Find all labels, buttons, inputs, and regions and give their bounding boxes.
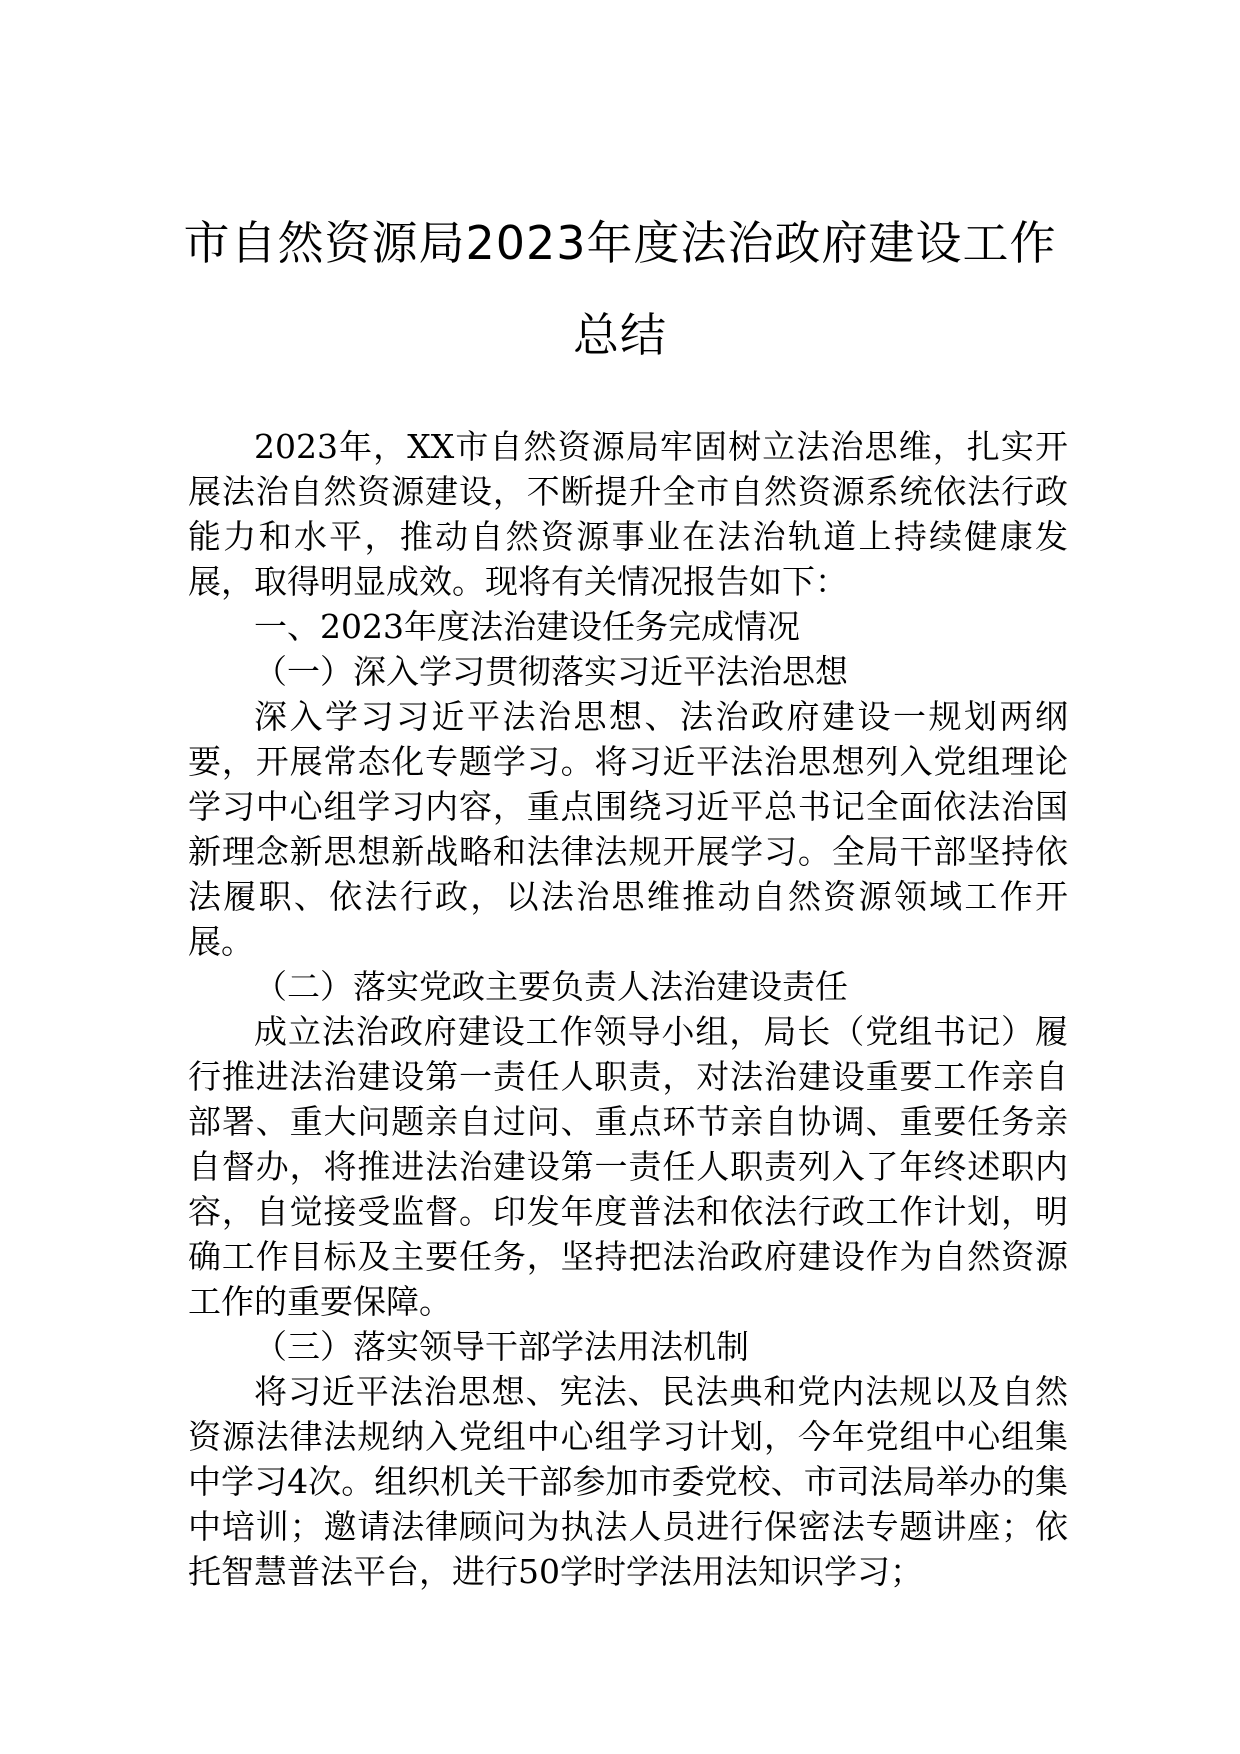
section-heading-1: 一、2023年度法治建设任务完成情况 — [254, 607, 800, 646]
paragraph-intro: 2023年，XX市自然资源局牢固树立法治思维，扎实开展法治自然资源建设，不断提升全市自然资源系统依法行政能力和水平，推动自然资源事业在法治轨道上持续健康发展，取得明显成效。现将有关情况报告如下： — [188, 427, 1068, 601]
document-title-line1: 市自然资源局2023年度法治政府建设工作 — [183, 216, 1057, 270]
document-body — [188, 424, 1068, 1594]
subsection-heading-1: （一）深入学习贯彻落实习近平法治思想 — [254, 652, 848, 691]
subsection-heading-2: （二）落实党政主要负责人法治建设责任 — [254, 967, 848, 1006]
document-title-line2: 总结 — [573, 308, 667, 362]
paragraph-subsection-3: 将习近平法治思想、宪法、民法典和党内法规以及自然资源法律法规纳入党组中心组学习计划，今年党组中心组集中学习4次。组织机关干部参加市委党校、市司法局举办的集中培训；邀请法律顾问为执法人员进行保密法专题讲座；依托智慧普法平台，进行50学时学法用法知识学习； — [188, 1372, 1068, 1591]
subsection-heading-3: （三）落实领导干部学法用法机制 — [254, 1327, 749, 1366]
paragraph-subsection-1: 深入学习习近平法治思想、法治政府建设一规划两纲要，开展常态化专题学习。将习近平法治思想列入党组理论学习中心组学习内容，重点围绕习近平总书记全面依法治国新理念新思想新战略和法律法规开展学习。全局干部坚持依法履职、依法行政，以法治思维推动自然资源领域工作开展。 — [188, 697, 1068, 961]
paragraph-subsection-2: 成立法治政府建设工作领导小组，局长（党组书记）履行推进法治建设第一责任人职责，对法治建设重要工作亲自部署、重大问题亲自过问、重点环节亲自协调、重要任务亲自督办，将推进法治建设第一责任人职责列入了年终述职内容，自觉接受监督。印发年度普法和依法行政工作计划，明确工作目标及主要任务，坚持把法治政府建设作为自然资源工作的重要保障。 — [188, 1012, 1068, 1321]
